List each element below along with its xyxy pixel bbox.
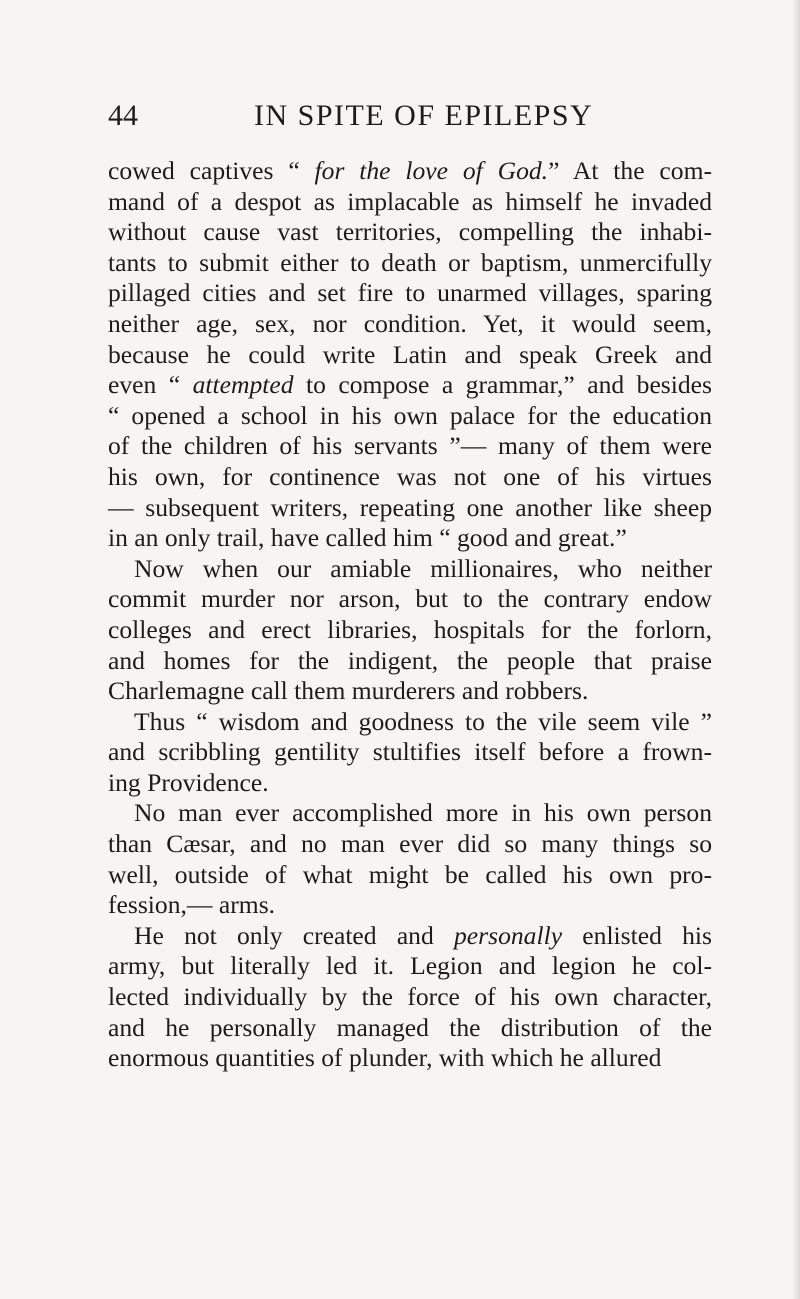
text-line: colleges and erect libraries, hospitals for the forlorn,	[108, 614, 712, 644]
text-line: and he personally managed the distribution of the	[108, 1012, 712, 1042]
text-line: ing Providence.	[108, 767, 269, 797]
text-line: “ opened a school in his own palace for the education	[108, 400, 712, 430]
text-line: mand of a despot as implacable as himself he invaded	[108, 186, 712, 216]
text-line: than Cæsar, and no man ever did so many things so	[108, 829, 712, 859]
text-line: well, outside of what might be called his own pro-	[108, 859, 712, 889]
text-line: fession,— arms.	[108, 890, 276, 920]
text-line: — subsequent writers, repeating one another like sheep	[108, 492, 712, 522]
page-number: 44	[108, 99, 138, 132]
text-line: even “ attempted to compose a grammar,” and besides	[108, 370, 712, 400]
text-line: Now when our amiable millionaires, who neither	[134, 553, 712, 583]
text-line: Thus “ wisdom and goodness to the vile seem vile ”	[134, 706, 712, 736]
text-line: and homes for the indigent, the people that praise	[108, 645, 712, 675]
text-line: enormous quantities of plunder, with which he allured	[108, 1043, 662, 1073]
text-line: and scribbling gentility stultifies itself before a frown-	[108, 737, 712, 767]
text-line: No man ever accomplished more in his own person	[134, 798, 712, 828]
running-head	[108, 96, 712, 136]
text-line: cowed captives “ for the love of God.” At the com-	[108, 156, 713, 185]
text-line: without cause vast territories, compelling the inhabi-	[108, 217, 712, 247]
text-line: in an only trail, have called him “ good and great.”	[108, 523, 627, 553]
running-title: IN SPITE OF EPILEPSY	[254, 99, 594, 132]
body-text	[108, 156, 712, 1074]
text-line: tants to submit either to death or baptism, unmercifully	[108, 247, 712, 277]
text-line: his own, for continence was not one of his virtues	[108, 461, 712, 491]
text-line: of the children of his servants ”— many of them were	[108, 431, 712, 461]
text-line: army, but literally led it. Legion and legion he col-	[108, 951, 712, 981]
text-line: lected individually by the force of his own character,	[108, 982, 712, 1012]
text-line: because he could write Latin and speak Greek and	[108, 339, 712, 369]
text-line: neither age, sex, nor condition. Yet, it would seem,	[108, 308, 712, 338]
text-line: He not only created and personally enlisted his	[134, 920, 712, 950]
text-line: pillaged cities and set fire to unarmed villages, sparing	[108, 278, 712, 308]
text-line: commit murder nor arson, but to the contrary endow	[108, 584, 712, 614]
text-line: Charlemagne call them murderers and robbers.	[108, 676, 589, 706]
page-edge	[792, 0, 800, 1299]
